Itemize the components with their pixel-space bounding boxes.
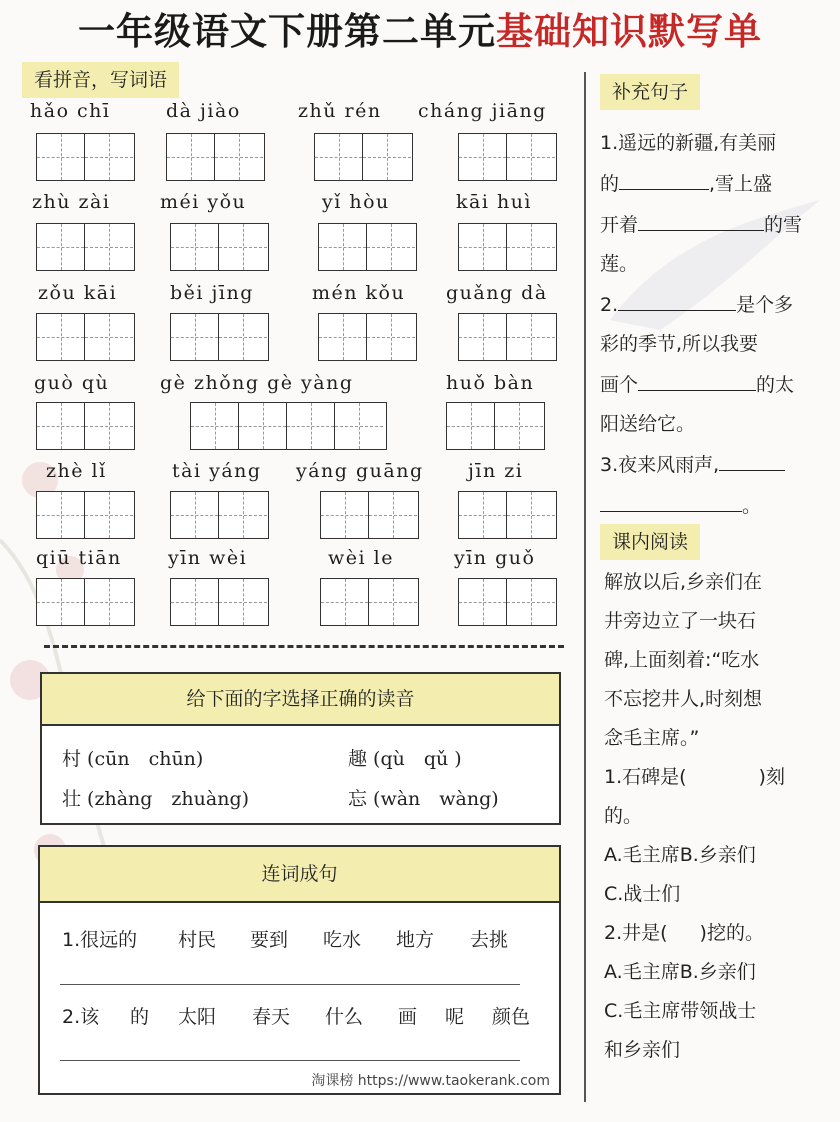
option-line: C.毛主席带领战士: [604, 1000, 757, 1022]
word-chip: 去挑: [470, 929, 509, 951]
word-chip: 吃水: [323, 929, 362, 951]
word-chip: 太阳: [178, 1006, 217, 1028]
sentence-line: 莲。: [600, 253, 639, 275]
pinyin-label: hǎo chī: [30, 100, 111, 122]
word-chip: 呢: [445, 1006, 465, 1028]
pinyin-label: yǐ hòu: [322, 191, 390, 213]
blank-field[interactable]: [638, 204, 764, 231]
pinyin-label: dà jiào: [166, 100, 241, 122]
blank-field[interactable]: [638, 364, 756, 391]
writing-grid[interactable]: [36, 402, 135, 450]
pinyin-label: mén kǒu: [312, 282, 406, 304]
section-tag-sentences: 补充句子: [600, 74, 700, 110]
reading-choice-box: [40, 672, 561, 825]
reading-passage: [604, 563, 826, 1070]
supplement-sentences: [600, 124, 822, 526]
sentence-line: 开着 的雪: [600, 204, 822, 245]
option-line: C.战士们: [604, 883, 681, 905]
writing-grid[interactable]: [318, 223, 417, 271]
answer-line[interactable]: [60, 984, 520, 985]
option-line: 和乡亲们: [604, 1039, 681, 1061]
pinyin-label: yīn wèi: [168, 547, 248, 569]
reading-choice-title: 给下面的字选择正确的读音: [42, 674, 559, 726]
writing-grid[interactable]: [170, 313, 269, 361]
blank-field[interactable]: [618, 284, 736, 311]
word-chip: 画: [398, 1006, 418, 1028]
pinyin-label: tài yáng: [172, 460, 262, 482]
sentence-line: 彩的季节,所以我要: [600, 333, 759, 355]
writing-grid[interactable]: [166, 133, 265, 181]
writing-grid[interactable]: [170, 491, 269, 539]
section-tag-pinyin: 看拼音，写词语: [22, 62, 179, 98]
writing-grid[interactable]: [320, 578, 419, 626]
passage-line: 井旁边立了一块石: [604, 610, 757, 632]
writing-grid[interactable]: [36, 223, 135, 271]
reading-choice-item: 忘 (wàn wàng): [348, 788, 499, 810]
sentence-line: 2. 是个多: [600, 284, 822, 325]
pinyin-label: zǒu kāi: [38, 282, 118, 304]
word-chip: 2.该: [62, 1006, 100, 1028]
sentence-line: 3.夜来风雨声,: [600, 444, 822, 485]
passage-line: 解放以后,乡亲们在: [604, 571, 763, 593]
passage-line: 不忘挖井人,时刻想: [604, 688, 763, 710]
title-part1: 一年级语文下册第二单元: [78, 10, 496, 53]
word-chip: 什么: [325, 1006, 364, 1028]
pinyin-label: zhù zài: [32, 191, 111, 213]
pinyin-label: zhè lǐ: [46, 460, 107, 482]
sentence-building-box: [38, 845, 561, 1095]
column-divider: [584, 72, 586, 1102]
writing-grid[interactable]: [458, 578, 557, 626]
pinyin-label: cháng jiāng: [418, 100, 547, 122]
pinyin-label: yáng guāng: [296, 460, 424, 482]
writing-grid[interactable]: [458, 491, 557, 539]
word-chip: 地方: [396, 929, 435, 951]
section-tag-reading: 课内阅读: [600, 524, 700, 560]
blank-field[interactable]: [619, 163, 709, 190]
writing-grid[interactable]: [320, 491, 419, 539]
option-line: A.毛主席B.乡亲们: [604, 961, 756, 983]
watermark-text: 淘课榜 https://www.taokerank.com: [311, 1073, 550, 1089]
word-chip: 村民: [178, 929, 217, 951]
writing-grid[interactable]: [190, 402, 387, 450]
pinyin-label: běi jīng: [170, 282, 254, 304]
writing-grid[interactable]: [458, 133, 557, 181]
pinyin-label: jīn zi: [468, 460, 524, 482]
pinyin-label: kāi huì: [456, 191, 533, 213]
pinyin-label: gè zhǒng gè yàng: [160, 372, 354, 394]
word-chip: 的: [130, 1006, 150, 1028]
blank-field[interactable]: [600, 485, 742, 512]
writing-grid[interactable]: [458, 223, 557, 271]
pinyin-label: yīn guǒ: [454, 547, 536, 569]
sentence-building-title: 连词成句: [40, 847, 559, 903]
pinyin-label: wèi le: [328, 547, 394, 569]
pinyin-label: qiū tiān: [36, 547, 122, 569]
word-chip: 要到: [250, 929, 289, 951]
writing-grid[interactable]: [36, 578, 135, 626]
passage-line: 念毛主席。”: [604, 727, 700, 749]
writing-grid[interactable]: [170, 223, 269, 271]
writing-grid[interactable]: [446, 402, 545, 450]
word-chip: 1.很远的: [62, 929, 138, 951]
sentence-line: 1.遥远的新疆,有美丽: [600, 132, 777, 154]
writing-grid[interactable]: [458, 313, 557, 361]
writing-grid[interactable]: [170, 578, 269, 626]
question-line: 2.井是( )挖的。: [604, 922, 764, 944]
sentence-line: 的 ,雪上盛: [600, 163, 822, 204]
pinyin-label: guǎng dà: [446, 282, 548, 304]
answer-line[interactable]: [60, 1060, 520, 1061]
sentence-line: 。: [600, 485, 822, 526]
pinyin-label: zhǔ rén: [298, 100, 382, 122]
option-line: A.毛主席B.乡亲们: [604, 844, 756, 866]
word-chip: 颜色: [492, 1006, 531, 1028]
reading-choice-item: 村 (cūn chūn): [62, 748, 204, 770]
reading-choice-item: 壮 (zhàng zhuàng): [62, 788, 250, 810]
dashed-divider: [44, 645, 564, 648]
question-line: 的。: [604, 805, 643, 827]
question-line: 1.石碑是( )刻: [604, 766, 785, 788]
writing-grid[interactable]: [36, 491, 135, 539]
page-title: [0, 6, 840, 58]
writing-grid[interactable]: [314, 133, 413, 181]
pinyin-label: méi yǒu: [160, 191, 247, 213]
blank-field[interactable]: [719, 444, 785, 471]
reading-choice-item: 趣 (qù qǔ ): [348, 748, 462, 770]
passage-line: 碑,上面刻着:“吃水: [604, 649, 760, 671]
pinyin-label: guò qù: [34, 372, 110, 394]
sentence-line: 阳送给它。: [600, 413, 696, 435]
writing-grid[interactable]: [36, 133, 135, 181]
sentence-line: 画个 的太: [600, 364, 822, 405]
word-chip: 春天: [252, 1006, 291, 1028]
writing-grid[interactable]: [36, 313, 135, 361]
title-part2: 基础知识默写单: [496, 10, 762, 53]
writing-grid[interactable]: [318, 313, 417, 361]
pinyin-label: huǒ bàn: [446, 372, 535, 394]
